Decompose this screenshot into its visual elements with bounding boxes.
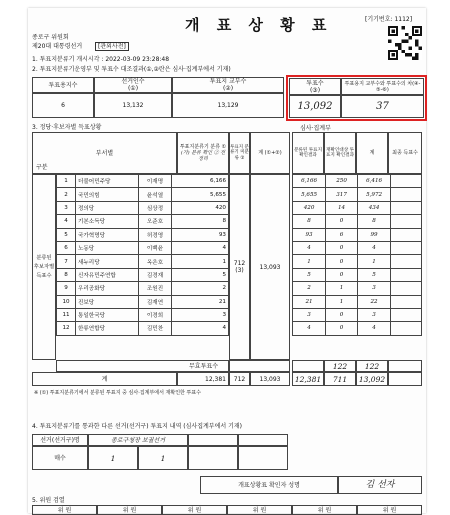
cell-d: 3: [293, 308, 326, 321]
cell-d: 6,166: [293, 175, 326, 188]
summary-voters-value: 13,132: [94, 93, 172, 118]
table-row: [57, 201, 229, 214]
other-election-count4: [238, 446, 288, 470]
cell-f: 6,416: [358, 175, 391, 188]
cell-party: 국민의힘: [76, 188, 139, 201]
cell-party: 진보당: [76, 295, 139, 308]
cell-name: 이백윤: [139, 241, 172, 254]
column-header-sum: 계 (①+②): [250, 132, 290, 174]
inspector-cell: 위 원: [97, 505, 162, 515]
cell-d: 21: [293, 295, 326, 308]
cell-d: 2: [293, 282, 326, 295]
cell-a: 93: [172, 228, 229, 241]
table-row: [293, 268, 422, 281]
invalid-recheck: 122: [324, 360, 356, 372]
table-row: [293, 282, 422, 295]
table-row: [57, 255, 229, 268]
invalid-confirm: [292, 360, 324, 372]
cell-e: 0: [326, 322, 358, 335]
summary-header-ballots: 투표용지수: [32, 77, 94, 93]
cell-no: 5: [57, 228, 76, 241]
inspector-cell: 위 원: [357, 505, 422, 515]
table-row: [57, 188, 229, 201]
cell-name: 옥은호: [139, 255, 172, 268]
district-name: 종로구 위원회: [32, 34, 69, 41]
cell-a: 3: [172, 308, 229, 321]
summary-header-count: 투표수 (③): [289, 78, 341, 95]
document-number: [기기번호: 1112]: [365, 16, 413, 23]
cell-e: 317: [326, 188, 358, 201]
other-election-header: 선거(선거구)명: [32, 434, 88, 446]
invalid-votes-label: 무효투표수: [56, 360, 229, 372]
other-election-count-header: 매수: [32, 446, 88, 470]
other-election-count1: 1: [88, 446, 138, 470]
unclassified-merged-cell: 712 (3): [229, 174, 250, 360]
cell-name: 오준호: [139, 215, 172, 228]
section-5-title: 5. 위원 검열: [32, 497, 65, 504]
cell-f: 22: [358, 295, 391, 308]
other-election-count2: 1: [138, 446, 188, 470]
cell-d: 5,655: [293, 188, 326, 201]
cell-f: 5: [358, 268, 391, 281]
inspector-cell: 위 원: [32, 505, 97, 515]
table-row: [57, 175, 229, 188]
inspector-cell: 위 원: [162, 505, 227, 515]
cell-f: 4: [358, 241, 391, 254]
cell-name: 김재연: [139, 295, 172, 308]
table-row: [293, 215, 422, 228]
column-header-confirm: 분류된 투표지 확인결과: [292, 132, 324, 174]
summary-diff-handwritten: 37: [341, 95, 424, 118]
cell-no: 7: [57, 255, 76, 268]
cell-g: [391, 188, 422, 201]
qr-code-icon: [388, 26, 422, 60]
section-3b-title: 심사·집계부: [300, 125, 331, 132]
summary-ballots-value: 6: [32, 93, 94, 118]
cell-party: 한류연합당: [76, 322, 139, 335]
table-row: [57, 241, 229, 254]
cell-party: 신자유민주연합: [76, 268, 139, 281]
candidate-table-left: [56, 174, 229, 336]
candidate-table-right: [292, 174, 422, 336]
election-name: 제20대 대통령선거: [32, 43, 83, 50]
cell-g: [391, 201, 422, 214]
table-row: [293, 228, 422, 241]
cell-party: 기본소득당: [76, 215, 139, 228]
total-final: [388, 372, 422, 386]
cell-party: 더불어민주당: [76, 175, 139, 188]
cell-g: [391, 268, 422, 281]
cell-d: 4: [293, 322, 326, 335]
cell-no: 3: [57, 201, 76, 214]
other-election-blank1: [188, 434, 238, 446]
column-header-unclassified: 투표지 분류기 미분류 ②: [229, 132, 250, 174]
other-election-count3: [188, 446, 238, 470]
confirmer-signature: 김 선자: [338, 476, 422, 494]
cell-g: [391, 322, 422, 335]
cell-f: 4: [358, 322, 391, 335]
cell-name: 김경재: [139, 268, 172, 281]
total-recheck: 711: [324, 372, 356, 386]
election-type-tag: [관외사전]: [95, 42, 129, 51]
table-row: [57, 268, 229, 281]
cell-e: 0: [326, 215, 358, 228]
cell-name: 윤석열: [139, 188, 172, 201]
table-row: [57, 308, 229, 321]
cell-a: 6,166: [172, 175, 229, 188]
cell-g: [391, 282, 422, 295]
invalid-final: [388, 360, 422, 372]
table-row: [293, 255, 422, 268]
table-row: [293, 201, 422, 214]
total-sum: 13,093: [250, 372, 290, 386]
table-row: [293, 188, 422, 201]
cell-g: [391, 241, 422, 254]
table-row: [57, 322, 229, 335]
cell-e: 0: [326, 268, 358, 281]
cell-name: 이재명: [139, 175, 172, 188]
column-header-classified: 투표지분류기 분류 ① (가) 분류 확인 ② 전 정리: [177, 132, 229, 174]
cell-no: 6: [57, 241, 76, 254]
sum-merged-cell: 13,093: [250, 174, 290, 360]
inspector-row: [32, 505, 422, 515]
cell-g: [391, 175, 422, 188]
cell-d: 93: [293, 228, 326, 241]
cell-a: 5,655: [172, 188, 229, 201]
summary-header-voters: 선거인수 (①): [94, 77, 172, 93]
cell-no: 9: [57, 282, 76, 295]
cell-d: 1: [293, 255, 326, 268]
cell-e: 250: [326, 175, 358, 188]
column-header-recheck: 재확인대상 투표지 확인결과: [324, 132, 356, 174]
cell-party: 정의당: [76, 201, 139, 214]
cell-no: 12: [57, 322, 76, 335]
table-row: [57, 215, 229, 228]
footnote: ※ (①) 투표지분류기에서 분류된 투표지 중 심사·집계부에서 재확인한 투표수: [34, 390, 201, 396]
inspector-cell: 위 원: [292, 505, 357, 515]
cell-a: 2: [172, 282, 229, 295]
summary-header-diff: 투표용지 교부수와 투표수의 차(④-⑤-⑥): [341, 78, 424, 95]
cell-no: 10: [57, 295, 76, 308]
table-row: [293, 322, 422, 335]
cell-g: [391, 228, 422, 241]
cell-f: 3: [358, 308, 391, 321]
cell-name: 심상정: [139, 201, 172, 214]
cell-party: 우리공화당: [76, 282, 139, 295]
cell-e: 1: [326, 295, 358, 308]
section-4-title: 4. 투표지분류기를 통과한 다른 선거(선거구) 투표지 내역 (심사집계부에서 기재): [32, 423, 243, 430]
cell-party: 노동당: [76, 241, 139, 254]
cell-name: 김민찬: [139, 322, 172, 335]
table-row: [57, 228, 229, 241]
table-row: [293, 308, 422, 321]
cell-e: 14: [326, 201, 358, 214]
summary-issued-value: 13,129: [172, 93, 284, 118]
cell-g: [391, 295, 422, 308]
cell-a: 1: [172, 255, 229, 268]
cell-f: 99: [358, 228, 391, 241]
column-header-final: 최종 득표수: [388, 132, 422, 174]
cell-f: 5,972: [358, 188, 391, 201]
cell-no: 8: [57, 268, 76, 281]
cell-no: 2: [57, 188, 76, 201]
column-header-party: 부서별: [32, 132, 177, 174]
cell-d: 5: [293, 268, 326, 281]
cell-no: 1: [57, 175, 76, 188]
total-label: 계: [32, 372, 177, 386]
cell-f: 3: [358, 282, 391, 295]
column-label-category: 구분: [36, 164, 48, 171]
total-unclassified: 712: [229, 372, 250, 386]
cell-no: 11: [57, 308, 76, 321]
cell-f: 1: [358, 255, 391, 268]
cell-a: 8: [172, 215, 229, 228]
total-final-sum: 13,092: [356, 372, 388, 386]
other-election-name: 종로구청장 보궐선거: [88, 434, 188, 446]
cell-g: [391, 308, 422, 321]
section-2-title: 2. 투표지분류기운영부 및 투표수 대조결과(①,②란은 심사·집계부에서 기재): [32, 66, 231, 73]
section-3-title: 3. 정당·후보자별 득표상황: [32, 124, 102, 131]
cell-a: 21: [172, 295, 229, 308]
cell-g: [391, 255, 422, 268]
invalid-votes-blank: [229, 360, 290, 372]
cell-e: 0: [326, 241, 358, 254]
other-election-blank2: [238, 434, 288, 446]
total-classified: 12,381: [177, 372, 229, 386]
cell-name: 조원진: [139, 282, 172, 295]
cell-f: 8: [358, 215, 391, 228]
table-row: [57, 282, 229, 295]
confirmer-label: 개표상황표 확인자 성명: [200, 476, 338, 494]
invalid-final-sum: 122: [356, 360, 388, 372]
cell-no: 4: [57, 215, 76, 228]
cell-a: 5: [172, 268, 229, 281]
cell-e: 6: [326, 228, 358, 241]
cell-party: 통일한국당: [76, 308, 139, 321]
cell-d: 8: [293, 215, 326, 228]
cell-a: 4: [172, 241, 229, 254]
table-row: [293, 175, 422, 188]
total-confirm: 12,381: [292, 372, 324, 386]
table-row: [293, 295, 422, 308]
cell-d: 4: [293, 241, 326, 254]
summary-header-issued: 투표지 교부수 (②): [172, 77, 284, 93]
table-row: [293, 241, 422, 254]
group-label: 분류된 후보자별 득표수: [32, 174, 56, 360]
summary-count-handwritten: 13,092: [289, 95, 341, 118]
cell-a: 420: [172, 201, 229, 214]
cell-name: 허경영: [139, 228, 172, 241]
cell-party: 새누리당: [76, 255, 139, 268]
cell-e: 0: [326, 255, 358, 268]
cell-party: 국가혁명당: [76, 228, 139, 241]
cell-g: [391, 215, 422, 228]
cell-e: 1: [326, 282, 358, 295]
cell-a: 4: [172, 322, 229, 335]
inspector-cell: 위 원: [227, 505, 292, 515]
cell-d: 420: [293, 201, 326, 214]
column-header-final-sum: 계: [356, 132, 388, 174]
cell-e: 0: [326, 308, 358, 321]
table-row: [57, 295, 229, 308]
section-1-start-time: 1. 투표지분류기 개시시각 : 2022-03-09 23:28:48: [32, 56, 170, 63]
cell-name: 이경희: [139, 308, 172, 321]
cell-f: 434: [358, 201, 391, 214]
page-title: 개 표 상 황 표: [185, 16, 333, 34]
